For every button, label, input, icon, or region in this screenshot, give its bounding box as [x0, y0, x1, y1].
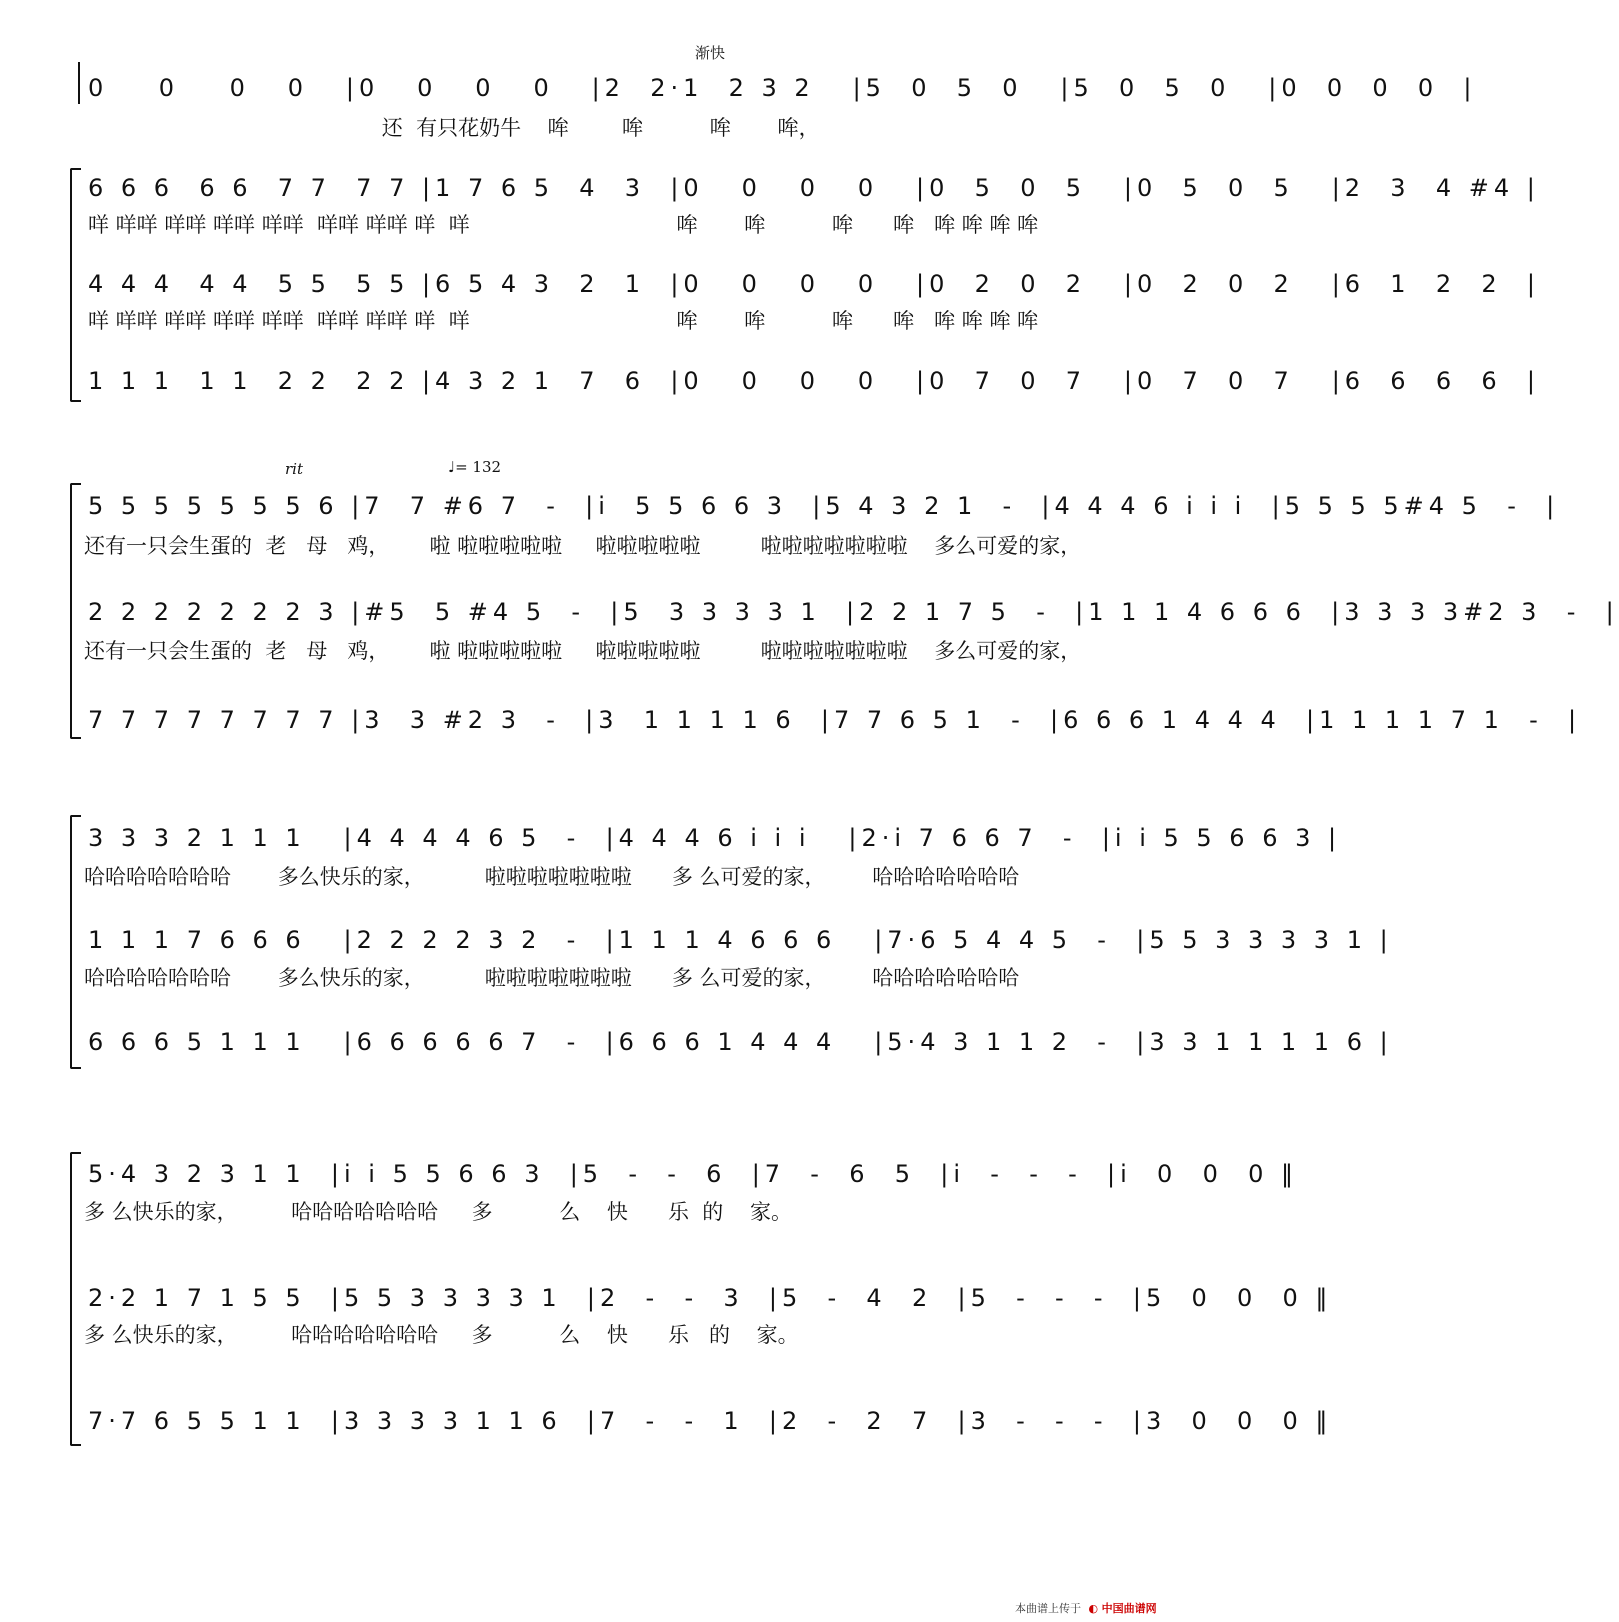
staff-4-1-notes: 5·4 3 2 3 1 1 |i i 5 5 6 6 3 |5 - - 6 |7 - 6 5 |i - - - |i 0 0 0 ‖: [88, 1160, 1299, 1188]
system-4-bracket: [70, 1152, 81, 1446]
staff-4-2-lyrics: 多 么快乐的家， 哈哈哈哈哈哈哈 多 么 快 乐 的 家。: [84, 1323, 799, 1347]
system-3-bracket: [70, 815, 81, 1069]
tempo-mark-jiankuai: 渐快: [695, 44, 726, 62]
footer-uploaded-text: 本曲谱上传于: [1015, 1602, 1081, 1615]
staff-2-2-notes: 2 2 2 2 2 2 2 3 |#5 5 #4 5 - |5 3 3 3 3 1 |2 2 1 7 5 - |1 1 1 4 6 6 6 |3 3 3 3#2 3 - |: [88, 598, 1619, 626]
system-1-left-line: [78, 62, 80, 104]
staff-3-1-lyrics: 哈哈哈哈哈哈哈 多么快乐的家， 啦啦啦啦啦啦啦 多 么可爱的家， 哈哈哈哈哈哈哈: [84, 865, 1020, 889]
staff-4-1-lyrics: 多 么快乐的家， 哈哈哈哈哈哈哈 多 么 快 乐 的 家。: [84, 1200, 793, 1224]
system-2-bracket: [70, 483, 81, 739]
staff-2-1-notes: 5 5 5 5 5 5 5 6 |7 7 #6 7 - |i 5 5 6 6 3 |5 4 3 2 1 - |4 4 4 6 i i i |5 5 5 5#4 5 - |: [88, 492, 1560, 520]
footer-upload-note: [1015, 1600, 1157, 1616]
staff-1-2-lyrics: 咩 咩咩 咩咩 咩咩 咩咩 咩咩 咩咩 咩 咩 哞 哞 哞 哞 哞 哞 哞 哞: [88, 213, 1039, 237]
tempo-mark-132: ♩= 132: [448, 458, 502, 476]
rit-mark: rit: [285, 460, 303, 478]
footer-site-name[interactable]: 中国曲谱网: [1101, 1602, 1157, 1615]
staff-1-3-notes: 4 4 4 4 4 5 5 5 5 |6 5 4 3 2 1 |0 0 0 0 |0 2 0 2 |0 2 0 2 |6 1 2 2 |: [88, 270, 1540, 298]
staff-4-2-notes: 2·2 1 7 1 5 5 |5 5 3 3 3 3 1 |2 - - 3 |5 - 4 2 |5 - - - |5 0 0 0 ‖: [88, 1284, 1333, 1312]
system-1-bracket: [70, 168, 81, 402]
staff-2-1-lyrics: 还有一只会生蛋的 老 母 鸡， 啦 啦啦啦啦啦 啦啦啦啦啦 啦啦啦啦啦啦啦 多么可爱的家，: [84, 534, 1082, 558]
staff-1-2-notes: 6 6 6 6 6 7 7 7 7 |1 7 6 5 4 3 |0 0 0 0 |0 5 0 5 |0 5 0 5 |2 3 4 #4 |: [88, 174, 1540, 202]
staff-1-3-lyrics: 咩 咩咩 咩咩 咩咩 咩咩 咩咩 咩咩 咩 咩 哞 哞 哞 哞 哞 哞 哞 哞: [88, 309, 1039, 333]
staff-1-4-notes: 1 1 1 1 1 2 2 2 2 |4 3 2 1 7 6 |0 0 0 0 |0 7 0 7 |0 7 0 7 |6 6 6 6 |: [88, 367, 1540, 395]
staff-3-3-notes: 6 6 6 5 1 1 1 |6 6 6 6 6 7 - |6 6 6 1 4 4 4 |5·4 3 1 1 2 - |3 3 1 1 1 1 6 |: [88, 1028, 1393, 1056]
staff-3-2-lyrics: 哈哈哈哈哈哈哈 多么快乐的家， 啦啦啦啦啦啦啦 多 么可爱的家， 哈哈哈哈哈哈哈: [84, 966, 1020, 990]
staff-2-3-notes: 7 7 7 7 7 7 7 7 |3 3 #2 3 - |3 1 1 1 1 6 |7 7 6 5 1 - |6 6 6 1 4 4 4 |1 1 1 1 7 1 - |: [88, 706, 1582, 734]
site-logo-icon: ◐: [1088, 1602, 1099, 1615]
staff-4-3-notes: 7·7 6 5 5 1 1 |3 3 3 3 1 1 6 |7 - - 1 |2 - 2 7 |3 - - - |3 0 0 0 ‖: [88, 1407, 1333, 1435]
staff-3-2-notes: 1 1 1 7 6 6 6 |2 2 2 2 3 2 - |1 1 1 4 6 6 6 |7·6 5 4 4 5 - |5 5 3 3 3 3 1 |: [88, 926, 1393, 954]
staff-1-1-notes: 0 0 0 0 |0 0 0 0 |2 2·1 2 3 2 |5 0 5 0 |5 0 5 0 |0 0 0 0 |: [88, 74, 1477, 102]
staff-1-1-lyrics: 还 有只花奶牛 哞 哞 哞 哞，: [88, 116, 820, 140]
staff-3-1-notes: 3 3 3 2 1 1 1 |4 4 4 4 6 5 - |4 4 4 6 i i i |2·i 7 6 6 7 - |i i 5 5 6 6 3 |: [88, 824, 1342, 852]
staff-2-2-lyrics: 还有一只会生蛋的 老 母 鸡， 啦 啦啦啦啦啦 啦啦啦啦啦 啦啦啦啦啦啦啦 多么可爱的家，: [84, 639, 1082, 663]
